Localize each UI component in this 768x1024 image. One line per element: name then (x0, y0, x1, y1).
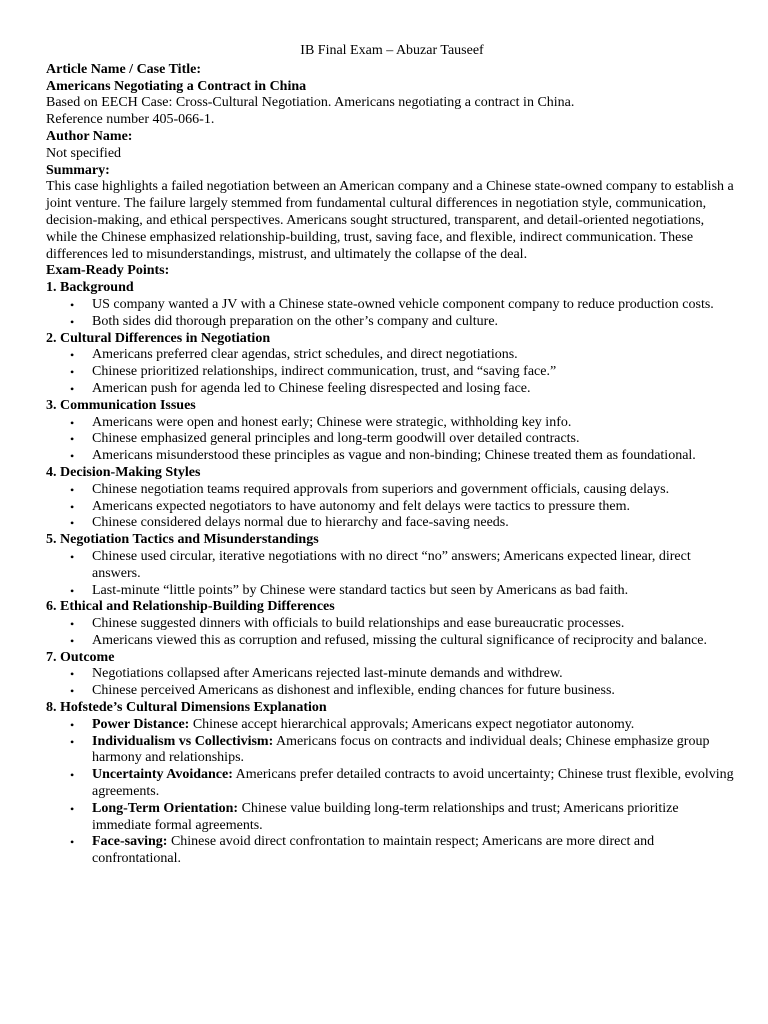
bullet-item (46, 734, 736, 768)
bullet-item (46, 717, 736, 734)
bullet-item (46, 314, 736, 331)
author-label: Author Name: (46, 128, 133, 144)
bullet-list (46, 616, 736, 650)
bullet-list (46, 666, 736, 700)
section-heading: 5. Negotiation Tactics and Misunderstandings (46, 532, 319, 548)
bullet-item (46, 415, 736, 432)
bullet-item (46, 515, 736, 532)
bullet-text: Chinese prioritized relationships, indirect communication, trust, and “saving face.” (92, 364, 557, 380)
bullet-item (46, 381, 736, 398)
bullet-text: Chinese considered delays normal due to hierarchy and face-saving needs. (92, 515, 509, 531)
section-heading: 2. Cultural Differences in Negotiation (46, 330, 271, 346)
section-heading: 8. Hofstede’s Cultural Dimensions Explanation (46, 700, 327, 716)
bullet-item (46, 448, 736, 465)
section-heading: 1. Background (46, 280, 134, 296)
bullet-text: Last-minute “little points” by Chinese were standard tactics but seen by Americans as bad faith. (92, 582, 629, 598)
article-title: Americans Negotiating a Contract in China (46, 78, 307, 94)
bullet-item (46, 549, 736, 583)
bullet-item (46, 834, 736, 868)
summary-text: This case highlights a failed negotiation between an American company and a Chinese state-owned company to establish a joint venture. The failure largely stemmed from fundamental cultural differences in negotiation style, communication, decision-making, and ethical perspectives. Americans sought structured, transparent, and detail-oriented negotiations, while the Chinese emphasized relationship-building, trust, saving face, and flexible, indirect communication. These differences led to misunderstandings, mistrust, and ultimately the collapse of the deal. (46, 179, 734, 262)
bullet-text: Negotiations collapsed after Americans rejected last-minute demands and withdrew. (92, 666, 563, 682)
bullet-text: Chinese accept hierarchical approvals; Americans expect negotiator autonomy. (189, 716, 635, 732)
bullet-text: Chinese negotiation teams required approvals from superiors and government officials, causing delays. (92, 481, 670, 497)
bullet-item (46, 499, 736, 516)
bullet-item (46, 666, 736, 683)
bullet-text: Chinese value building long-term relationships and trust; Americans prioritize immediate formal agreements. (92, 800, 679, 833)
bullet-text: Both sides did thorough preparation on the other’s company and culture. (92, 313, 499, 329)
bullet-item (46, 297, 736, 314)
bullet-term: Uncertainty Avoidance: (92, 767, 233, 783)
bullet-list (46, 415, 736, 465)
bullet-text: American push for agenda led to Chinese feeling disrespected and losing face. (92, 380, 531, 396)
bullet-text: Americans expected negotiators to have autonomy and felt delays were tactics to pressure them. (92, 498, 631, 514)
bullet-text: Chinese suggested dinners with officials to build relationships and ease bureaucratic processes. (92, 616, 625, 632)
bullet-item (46, 364, 736, 381)
section-heading: 4. Decision-Making Styles (46, 464, 201, 480)
bullet-text: Chinese perceived Americans as dishonest and inflexible, ending chances for future business. (92, 683, 615, 699)
bullet-text: Americans misunderstood these principles as vague and non-binding; Chinese treated them as foundational. (92, 448, 696, 464)
bullet-text: Americans preferred clear agendas, strict schedules, and direct negotiations. (92, 347, 518, 363)
bullet-term: Long-Term Orientation: (92, 800, 239, 816)
bullet-item (46, 633, 736, 650)
bullet-text: Americans focus on contracts and individual deals; Chinese emphasize group harmony and relationships. (92, 733, 710, 766)
bullet-list (46, 717, 736, 868)
bullet-term: Power Distance: (92, 716, 190, 732)
bullet-term: Face-saving: (92, 834, 168, 850)
source-line: Based on EECH Case: Cross-Cultural Negotiation. Americans negotiating a contract in China. (46, 95, 575, 111)
bullet-item (46, 347, 736, 364)
bullet-item (46, 767, 736, 801)
reference-line: Reference number 405-066-1. (46, 112, 215, 128)
bullet-item (46, 431, 736, 448)
bullet-text: Americans viewed this as corruption and refused, missing the cultural significance of reciprocity and balance. (92, 632, 708, 648)
bullet-item (46, 801, 736, 835)
bullet-text: Chinese emphasized general principles and long-term goodwill over detailed contracts. (92, 431, 580, 447)
bullet-list (46, 297, 736, 331)
bullet-item (46, 683, 736, 700)
author-value: Not specified (46, 145, 122, 161)
bullet-term: Individualism vs Collectivism: (92, 733, 274, 749)
bullet-text: Americans prefer detailed contracts to avoid uncertainty; Chinese trust flexible, evolving agreements. (92, 767, 734, 800)
bullet-item (46, 482, 736, 499)
bullet-item (46, 583, 736, 600)
bullet-list (46, 482, 736, 532)
article-label: Article Name / Case Title: (46, 61, 201, 77)
section-heading: 7. Outcome (46, 649, 115, 665)
bullet-text: Americans were open and honest early; Chinese were strategic, withholding key info. (92, 414, 572, 430)
document-page (46, 43, 736, 868)
section-heading: 6. Ethical and Relationship-Building Differences (46, 599, 335, 615)
sections-container (46, 280, 736, 868)
bullet-list (46, 549, 736, 599)
bullet-item (46, 616, 736, 633)
bullet-text: US company wanted a JV with a Chinese state-owned vehicle component company to reduce production costs. (92, 296, 714, 312)
bullet-list (46, 347, 736, 397)
bullet-text: Chinese used circular, iterative negotiations with no direct “no” answers; Americans expected linear, direct answers. (92, 548, 691, 581)
exam-points-label: Exam-Ready Points: (46, 263, 170, 279)
bullet-text: Chinese avoid direct confrontation to maintain respect; Americans are more direct and confrontational. (92, 834, 655, 867)
document-title: IB Final Exam – Abuzar Tauseef (300, 43, 484, 58)
section-heading: 3. Communication Issues (46, 397, 196, 413)
summary-label: Summary: (46, 162, 110, 178)
